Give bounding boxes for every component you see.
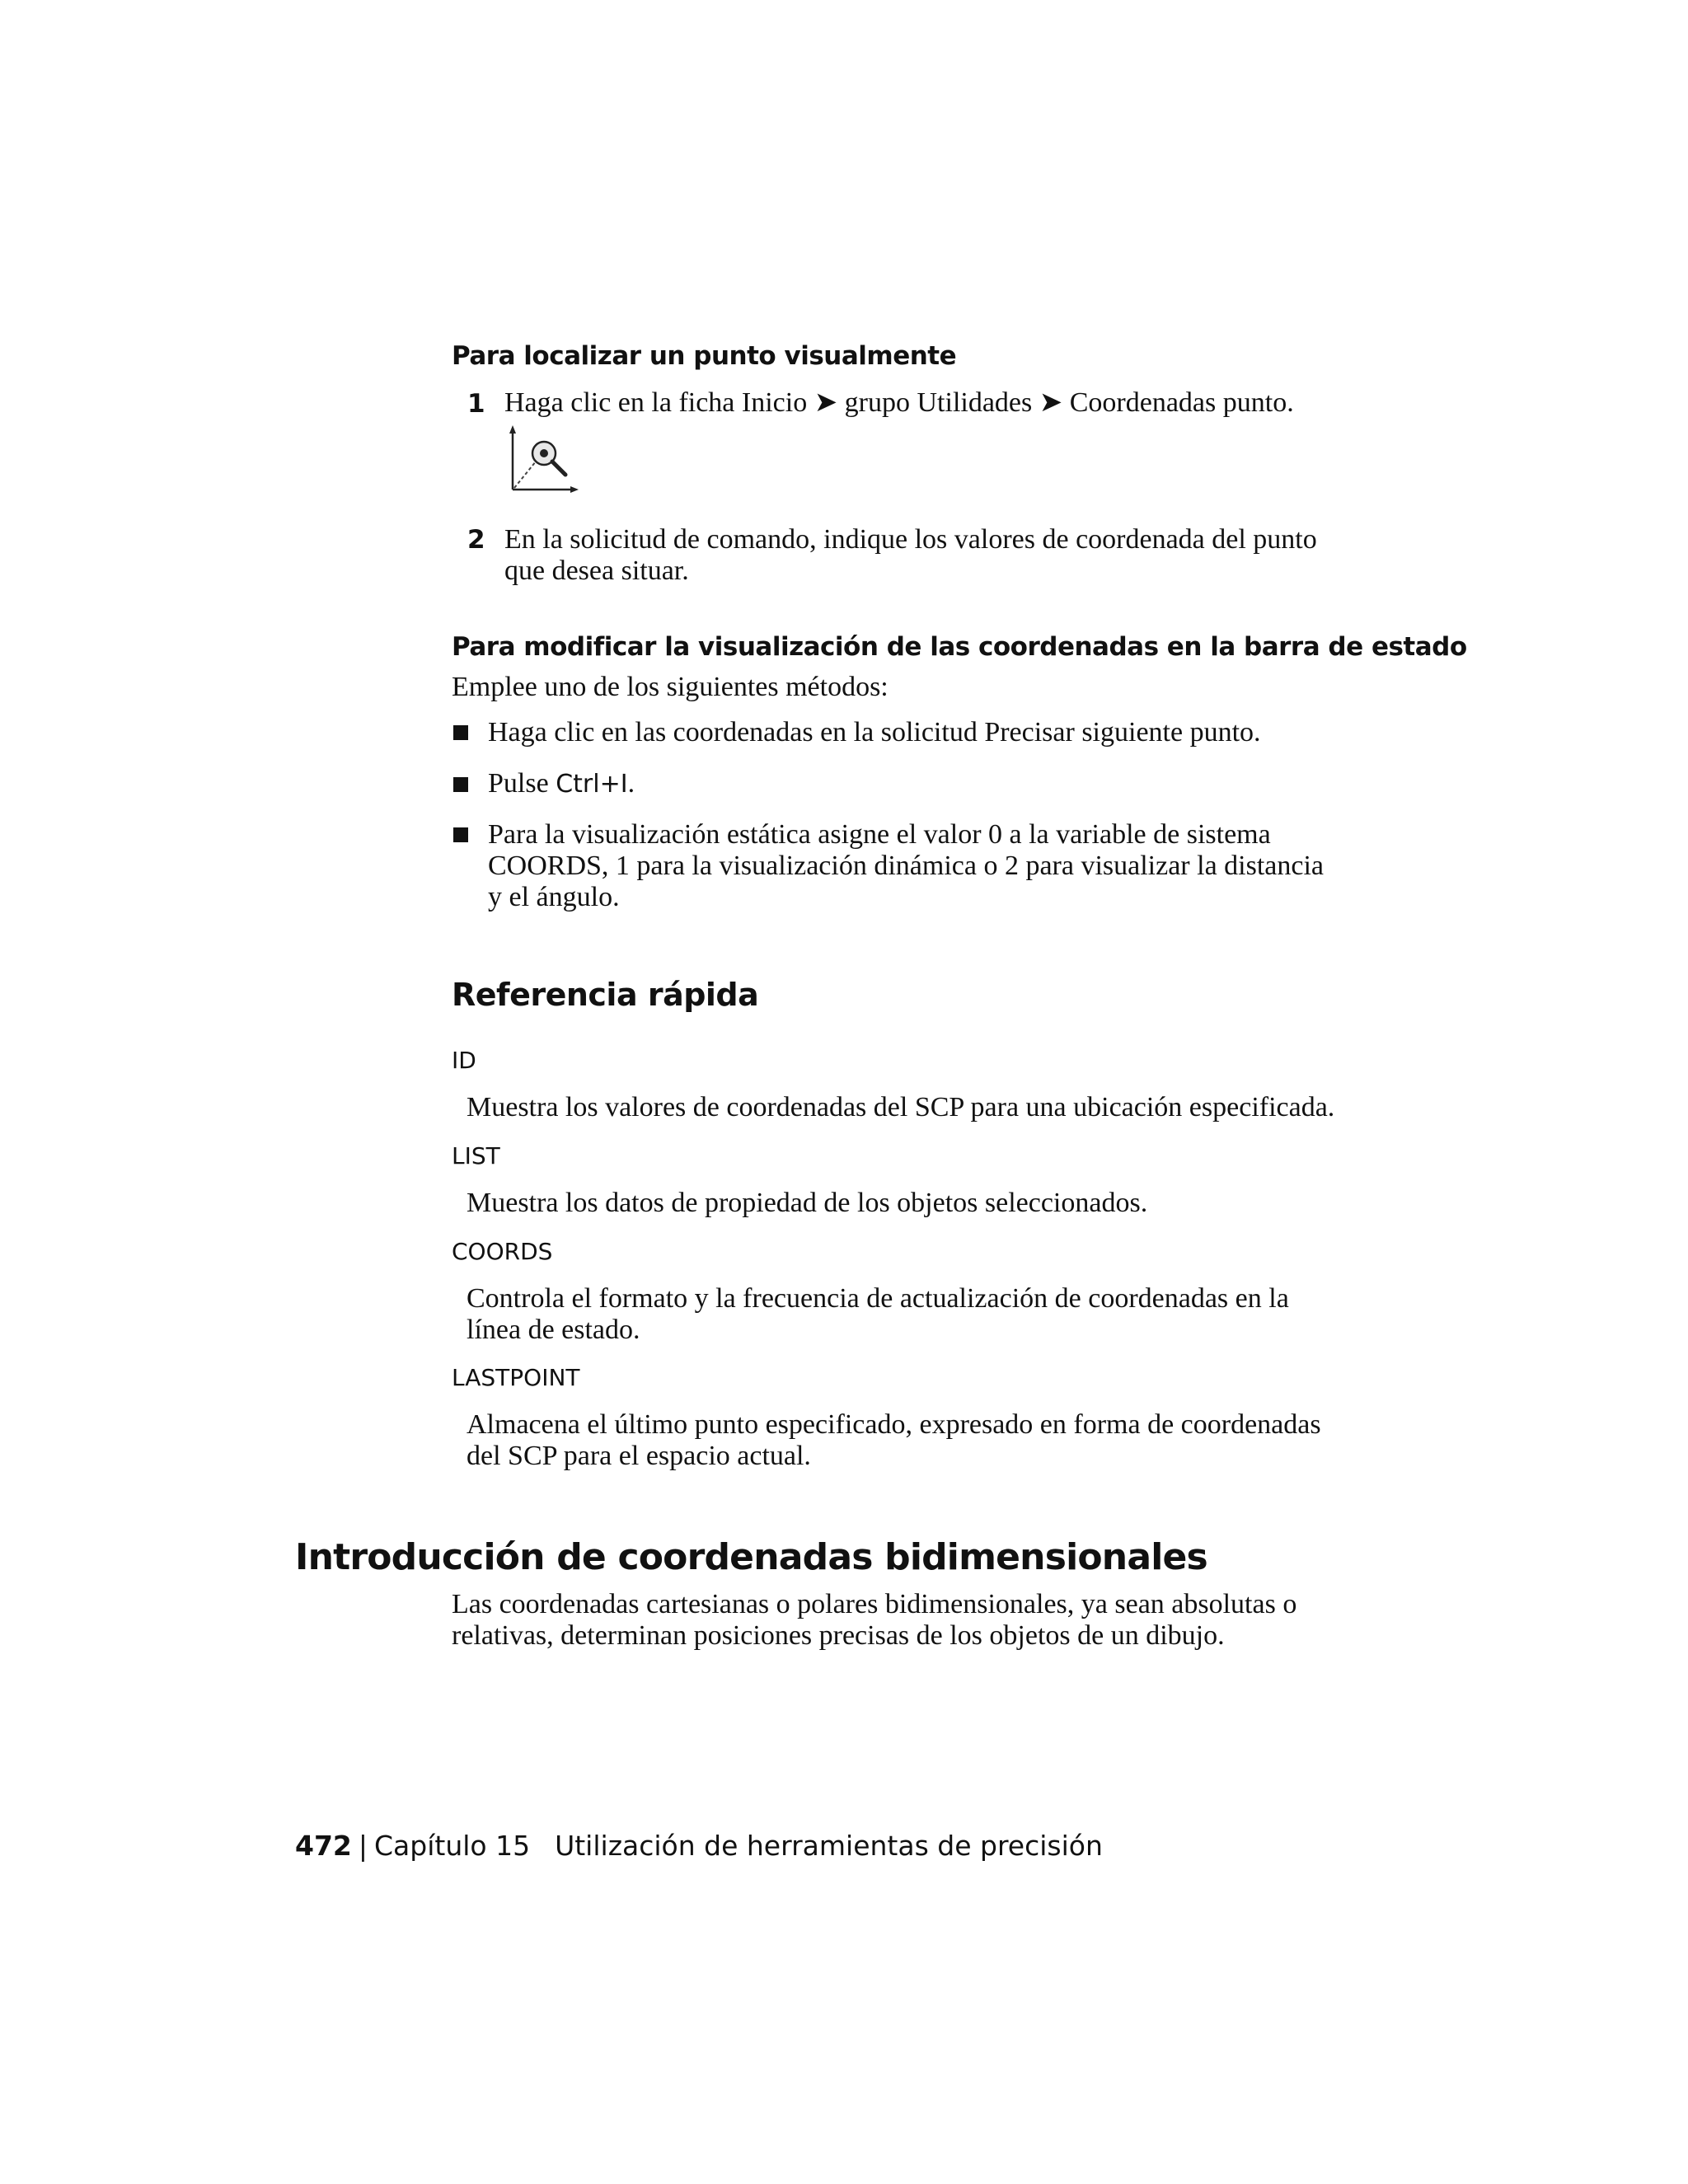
step-text [504, 524, 1317, 587]
step-text: Haga clic en la ficha Inicio ➤ grupo Utilidades ➤ Coordenadas punto. [504, 387, 1294, 418]
quick-reference-title: Referencia rápida [452, 977, 759, 1013]
bullet-text-line: Para la visualización estática asigne el valor 0 a la variable de sistema [488, 819, 1271, 850]
procedure-intro: Emplee uno de los siguientes métodos: [452, 672, 889, 702]
section-title: Introducción de coordenadas bidimensionales [295, 1536, 1207, 1578]
step-text-line: que desea situar. [504, 555, 689, 586]
command-description [467, 1409, 1321, 1472]
keyboard-shortcut: Ctrl+I [556, 770, 628, 799]
command-description [467, 1188, 1147, 1219]
command-name: LIST [452, 1142, 500, 1169]
command-description [467, 1283, 1289, 1346]
command-description-line: del SCP para el espacio actual. [467, 1441, 811, 1471]
command-name: LASTPOINT [452, 1364, 580, 1391]
footer-separator: | [358, 1830, 368, 1862]
step-text-line: En la solicitud de comando, indique los valores de coordenada del punto [504, 524, 1317, 555]
step-number: 1 [467, 389, 485, 419]
page-footer [295, 1830, 1103, 1862]
section-body [452, 1589, 1296, 1652]
chapter-title: Utilización de herramientas de precisión [555, 1830, 1103, 1862]
bullet-marker [453, 777, 468, 792]
bullet-text-prefix: Pulse [488, 768, 556, 799]
step-number: 2 [467, 525, 485, 555]
command-description-line: Muestra los datos de propiedad de los objetos seleccionados. [467, 1188, 1148, 1218]
chapter-label: Capítulo 15 [374, 1830, 531, 1862]
id-point-coordinates-icon [506, 424, 580, 498]
procedure-title-status-bar-coords: Para modificar la visualización de las coordenadas en la barra de estado [452, 632, 1467, 662]
section-body-line: relativas, determinan posiciones precisas de los objetos de un dibujo. [452, 1620, 1225, 1651]
bullet-text [488, 768, 635, 800]
command-description-line: línea de estado. [467, 1315, 640, 1345]
section-body-line: Las coordenadas cartesianas o polares bidimensionales, ya sean absolutas o [452, 1589, 1297, 1619]
bullet-text-suffix: . [627, 768, 635, 799]
bullet-text [488, 819, 1324, 913]
bullet-marker [453, 827, 468, 842]
command-description-line: Muestra los valores de coordenadas del SCP para una ubicación especificada. [467, 1092, 1335, 1122]
procedure-title-locate-point: Para localizar un punto visualmente [452, 341, 957, 371]
bullet-text: Haga clic en las coordenadas en la solicitud Precisar siguiente punto. [488, 717, 1261, 748]
command-description-line: Almacena el último punto especificado, expresado en forma de coordenadas [467, 1409, 1321, 1440]
command-description-line: Controla el formato y la frecuencia de actualización de coordenadas en la [467, 1283, 1289, 1314]
command-name: COORDS [452, 1238, 553, 1265]
page-number: 472 [295, 1830, 352, 1862]
bullet-text-line: y el ángulo. [488, 882, 620, 912]
bullet-marker [453, 725, 468, 740]
bullet-text-line: COORDS, 1 para la visualización dinámica o 2 para visualizar la distancia [488, 851, 1325, 881]
command-name: ID [452, 1047, 476, 1074]
command-description [467, 1092, 1334, 1123]
